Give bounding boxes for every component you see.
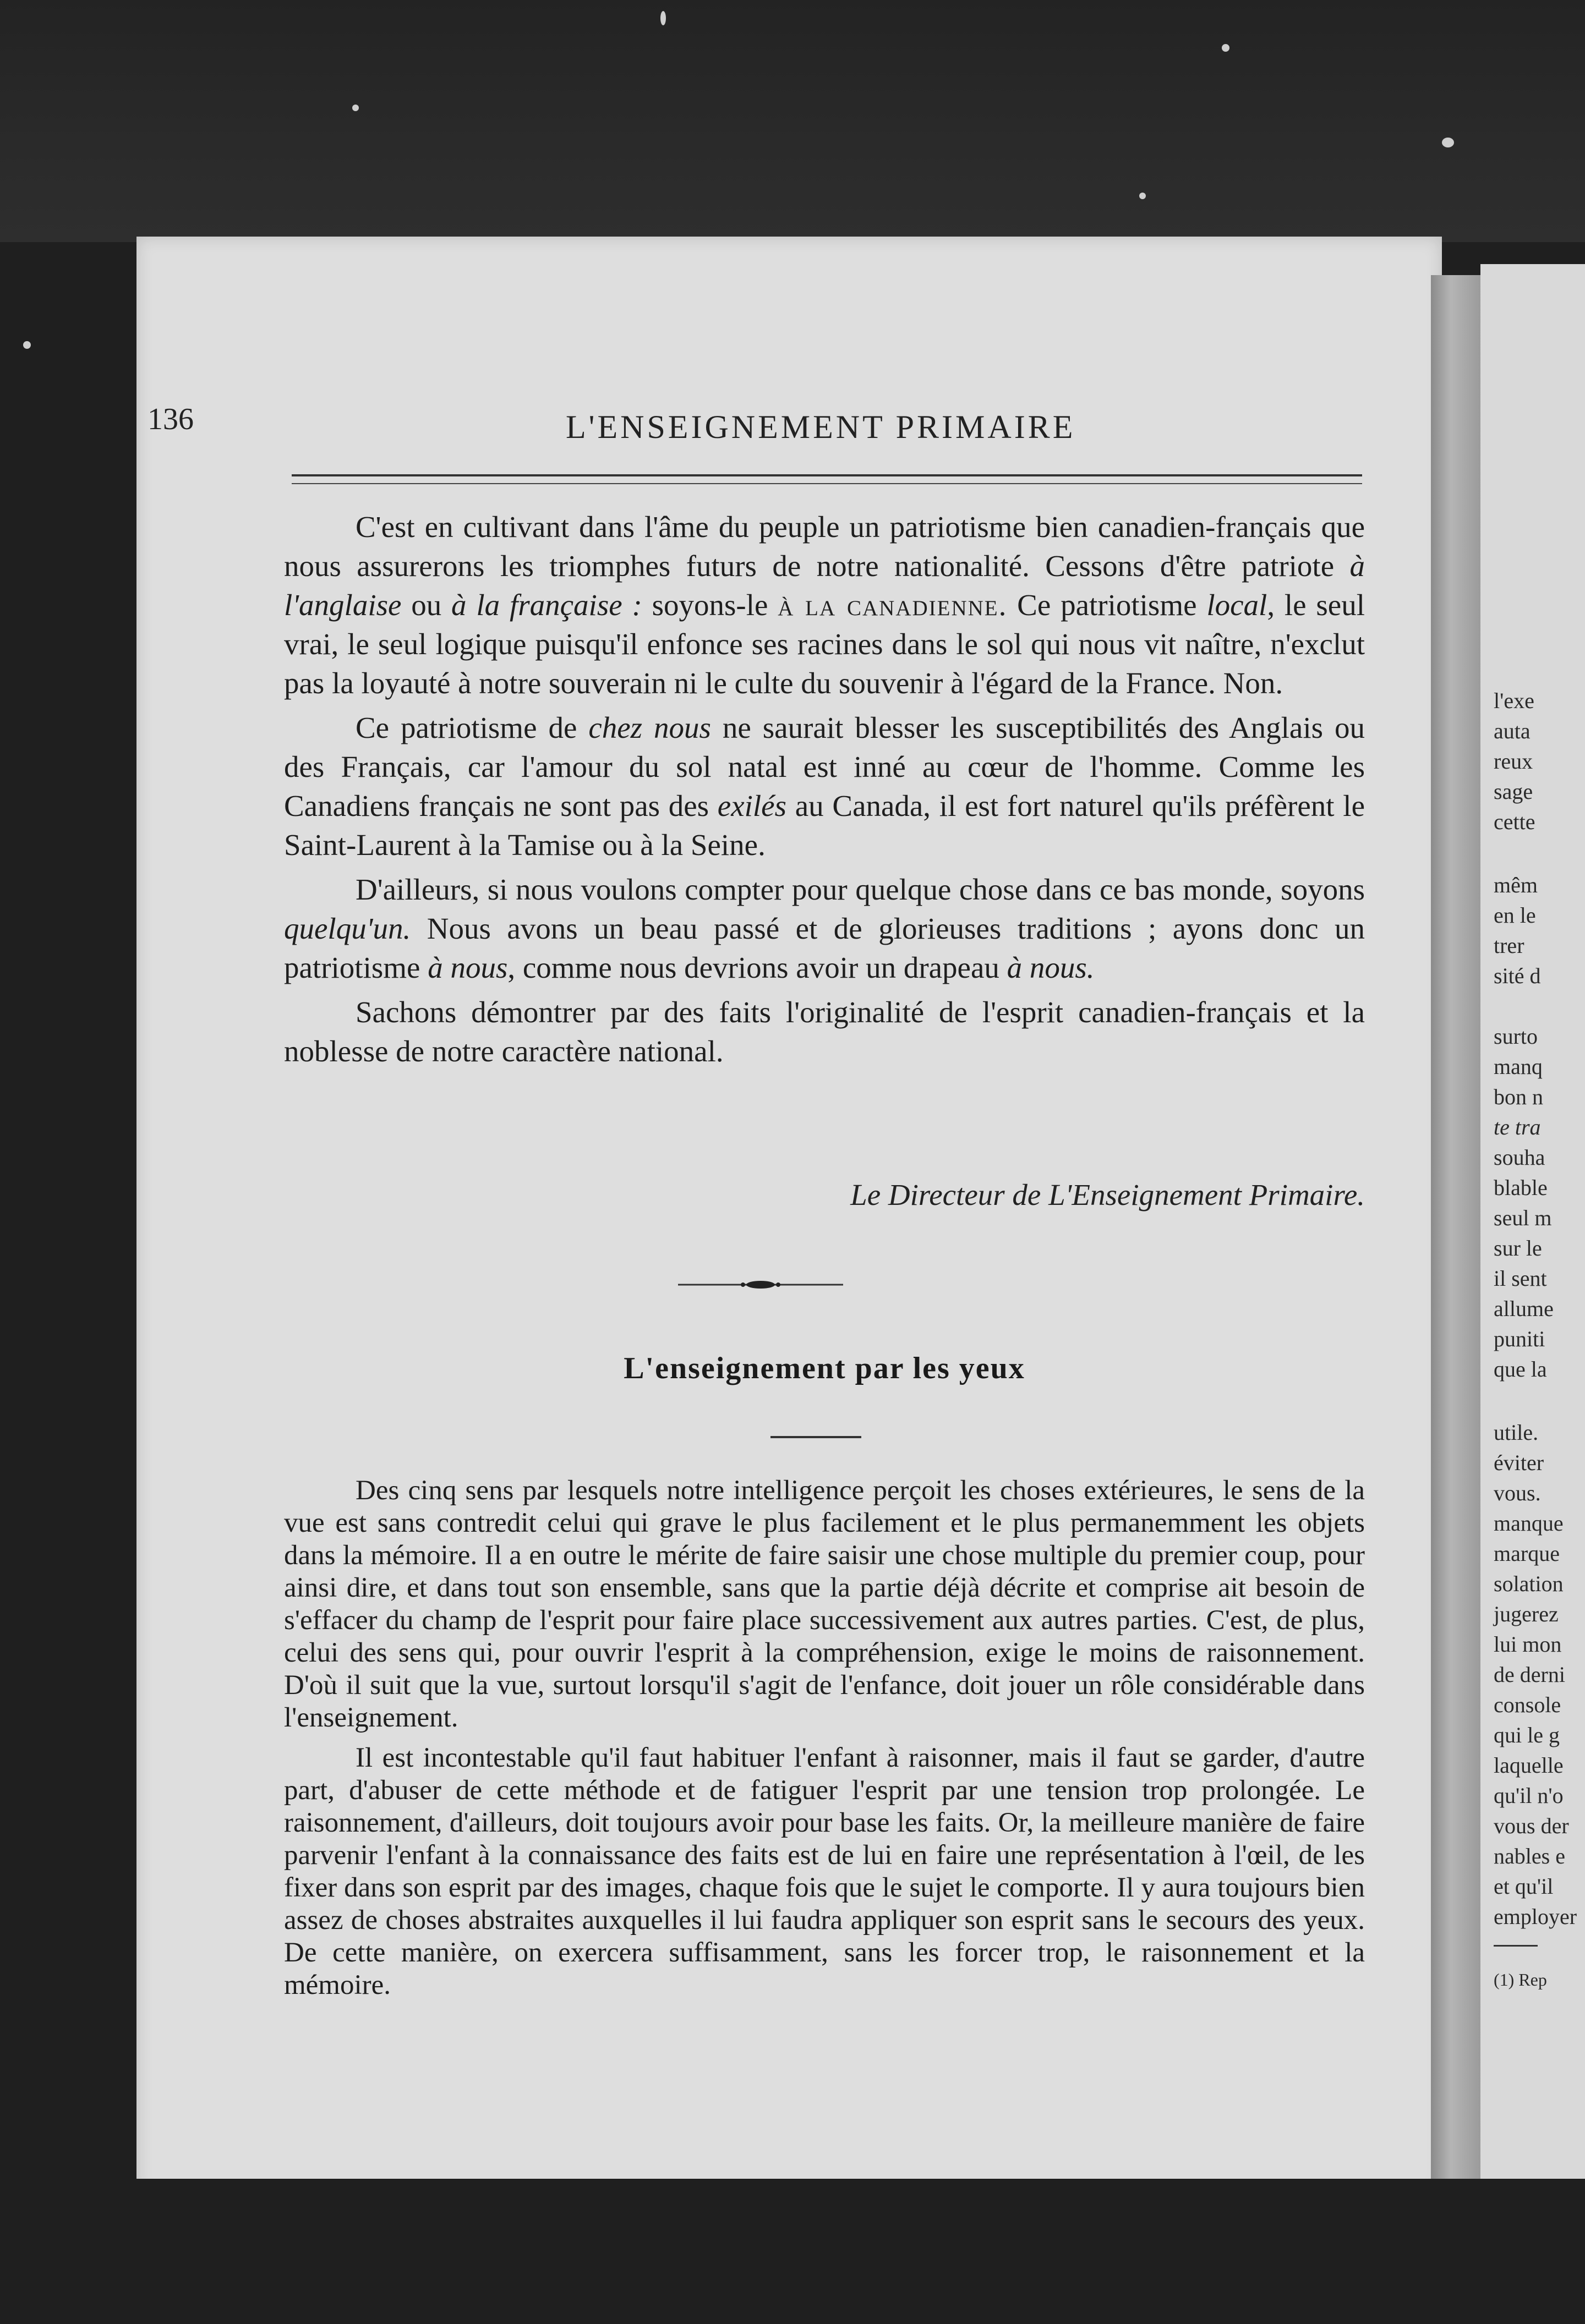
paragraph: D'ailleurs, si nous voulons compter pour quelque chose dans ce bas monde, soyons quelqu'un. Nous avons un beau passé et de glorieuses traditions ; ayons donc un patriotisme à nous, comme nous devrions avoir un drapeau à nous. (284, 873, 1365, 984)
fragment-line: allume (1494, 1296, 1554, 1321)
article-body (284, 507, 1365, 1071)
fragment-line: souha (1494, 1145, 1545, 1170)
page-header (147, 402, 1364, 451)
paragraph: Ce patriotisme de chez nous ne saurait blesser les susceptibilités des Anglais ou des Français, car l'amour du sol natal est inné au cœur de l'homme. Comme les Canadiens français ne sont pas des exilés au Canada, il est fort naturel qu'ils préfèrent le Saint-Laurent à la Tamise ou à la Seine. (284, 711, 1365, 862)
fragment-line: sité d (1494, 963, 1541, 988)
fragment-line: blable (1494, 1175, 1548, 1200)
fragment-line: de derni (1494, 1662, 1565, 1687)
fragment-line: vous. (1494, 1481, 1541, 1505)
fragment-line: auta (1494, 719, 1531, 743)
fragment-line: utile. (1494, 1420, 1539, 1445)
header-rule (292, 474, 1362, 484)
fragment-footnote: (1) Rep (1494, 1970, 1547, 1989)
dust-speck (1442, 138, 1454, 147)
fragment-line: solation (1494, 1571, 1564, 1596)
paragraph: C'est en cultivant dans l'âme du peuple un patriotisme bien canadien-français que nous assurerons les triomphes futurs de notre nationalité. Cessons d'être patriote à l'anglaise ou à la française : soyons-le à la canadienne. Ce patriotisme local, le seul vrai, le seul logique puisqu'il enfonce ses racines dans le sol qui nous vit naître, n'exclut pas la loyauté à notre souverain ni le culte du souvenir à l'égard de la France. Non. (284, 510, 1365, 700)
adjacent-page (1480, 264, 1585, 2190)
scan-background-bottom (0, 2179, 1585, 2324)
fragment-line: seul m (1494, 1205, 1552, 1230)
fragment-line: cette (1494, 809, 1535, 834)
signature: Le Directeur de L'Enseignement Primaire. (850, 1178, 1365, 1212)
section-title: L'enseignement par les yeux (624, 1351, 1025, 1385)
dust-speck (1139, 193, 1146, 199)
fragment-line: l'exe (1494, 688, 1534, 713)
fragment-line: console (1494, 1692, 1561, 1717)
paragraph: Sachons démontrer par des faits l'originalité de l'esprit canadien-français et la noblesse de notre caractère national. (284, 995, 1365, 1068)
fragment-line: reux (1494, 749, 1533, 774)
fragment-line: manque (1494, 1511, 1564, 1536)
dust-speck (352, 105, 359, 111)
fragment-line: qu'il n'o (1494, 1783, 1564, 1808)
fragment-line: que la (1494, 1357, 1547, 1382)
page-gutter-shadow (1431, 275, 1480, 2190)
fragment-line: sage (1494, 779, 1533, 804)
fragment-line: laquelle (1494, 1753, 1564, 1778)
fragment-line: il sent (1494, 1266, 1547, 1291)
fragment-line: jugerez (1494, 1602, 1559, 1626)
fragment-line: employer (1494, 1904, 1577, 1929)
section-body (284, 1475, 1365, 2002)
fragment-line: et qu'il (1494, 1874, 1554, 1899)
fragment-line: nables e (1494, 1844, 1565, 1868)
dust-speck (1222, 44, 1229, 52)
running-head: L'ENSEIGNEMENT PRIMAIRE (566, 409, 1076, 445)
fragment-line: marque (1494, 1541, 1560, 1566)
fragment-line: surto (1494, 1024, 1538, 1049)
fragment-line: qui le g (1494, 1723, 1560, 1747)
fragment-line: bon n (1494, 1084, 1543, 1109)
dust-speck (660, 11, 666, 25)
page-number: 136 (147, 402, 194, 436)
fragment-line: puniti (1494, 1327, 1545, 1351)
footnote-rule (1494, 1945, 1538, 1947)
fragment-line: manq (1494, 1054, 1543, 1079)
fragment-line: vous der (1494, 1813, 1569, 1838)
dust-speck (23, 341, 31, 349)
paragraph: Des cinq sens par lesquels notre intelligence perçoit les choses extérieures, le sens de la vue est sans contredit celui qui grave le plus facilement et le plus permanemment les objets dans la mémoire. Il a en outre le mérite de faire saisir une chose multiple du premier coup, pour ainsi dire, et dans tout son ensemble, sans que la partie déjà décrite et comprise ait besoin de s'effacer du champ de l'esprit pour faire place successivement aux autres parties. C'est, de plus, celui des sens qui, pour ouvrir l'esprit à la compréhension, exige le moins de raisonnement. D'où il suit que la vue, surtout lorsqu'il s'agit de l'enfance, doit jouer un rôle considérable dans l'enseignement. (284, 1475, 1365, 1733)
fragment-line: mêm (1494, 873, 1538, 897)
section-rule (770, 1436, 861, 1438)
fragment-line: te tra (1494, 1115, 1541, 1139)
fragment-line: trer (1494, 933, 1524, 958)
fragment-line: en le (1494, 903, 1536, 928)
ornament-divider (678, 1279, 843, 1290)
paragraph: Il est incontestable qu'il faut habituer l'enfant à raisonner, mais il faut se garder, d'autre part, d'abuser de cette méthode et de fatiguer l'esprit par une tension trop prolongée. Le raisonnement, d'ailleurs, doit toujours avoir pour base les faits. Or, la meilleure manière de faire parvenir l'enfant à la connaissance des faits est de lui en faire une représentation à l'œil, de les fixer dans son esprit par des images, chaque fois que le sujet le comporte. Il y aura toujours bien assez de choses abstraites auxquelles il lui faudra appliquer son esprit sans le secours des yeux. De cette manière, on exercera suffisamment, sans les forcer trop, le raisonnement et la mémoire. (284, 1742, 1365, 2000)
fragment-line: lui mon (1494, 1632, 1562, 1657)
fragment-line: éviter (1494, 1450, 1544, 1475)
fragment-line: sur le (1494, 1236, 1542, 1260)
scan-background-top (0, 0, 1585, 242)
